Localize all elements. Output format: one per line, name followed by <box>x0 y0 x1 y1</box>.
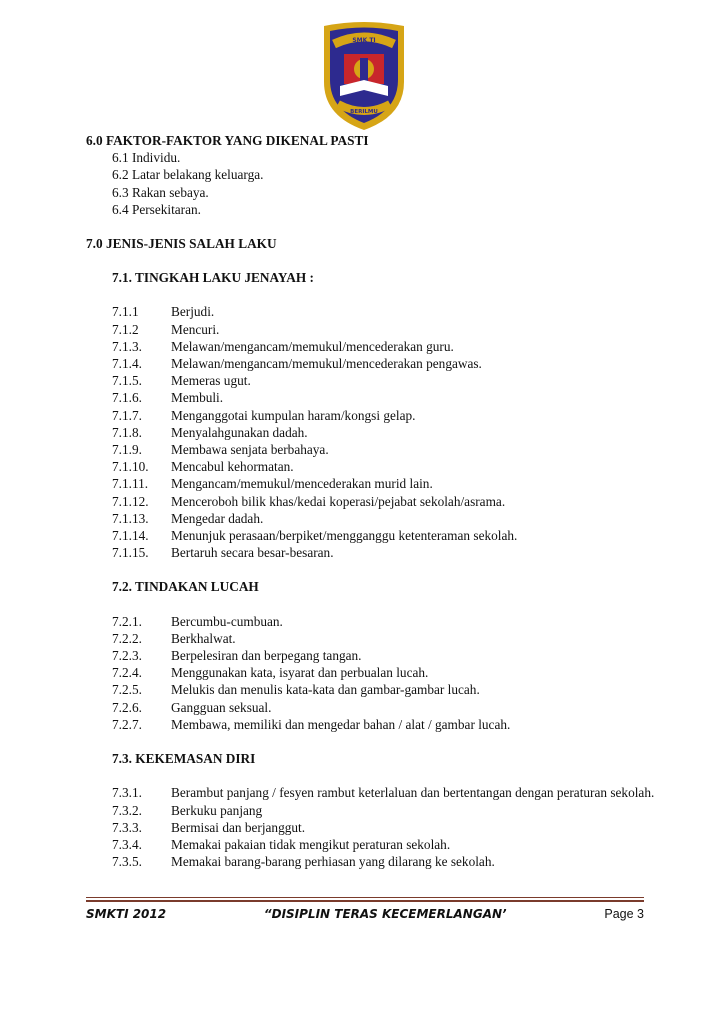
item-text: Melukis dan menulis kata-kata dan gambar-gambar lucah. <box>171 682 480 698</box>
item-number: 7.1.5. <box>112 373 142 389</box>
item-text: Melawan/mengancam/memukul/mencederakan pengawas. <box>171 356 482 372</box>
personal-grooming-list <box>86 784 666 870</box>
list-item <box>86 544 666 561</box>
section-7-2-heading: 7.2. TINDAKAN LUCAH <box>112 579 259 595</box>
list-item <box>86 441 666 458</box>
item-text: Melawan/mengancam/memukul/mencederakan guru. <box>171 338 454 354</box>
item-number: 7.1.9. <box>112 442 142 458</box>
footer-divider-thick <box>86 900 644 902</box>
list-item <box>86 372 666 389</box>
item-text: Berkhalwat. <box>171 630 236 646</box>
page-content <box>86 132 666 870</box>
item-text: Menganggotai kumpulan haram/kongsi gelap. <box>171 407 416 423</box>
page-number: Page 3 <box>604 907 644 921</box>
item-text: Menunjuk perasaan/berpiket/mengganggu ketenteraman sekolah. <box>171 528 518 544</box>
item-text: Memakai pakaian tidak mengikut peraturan sekolah. <box>171 836 451 852</box>
item-text: Mengancam/memukul/mencederakan murid lain. <box>171 476 433 492</box>
section-6-item: 6.1 Individu. <box>112 150 181 166</box>
list-item <box>86 836 666 853</box>
item-number: 7.1.2 <box>112 321 139 337</box>
item-number: 7.1.8. <box>112 424 142 440</box>
list-item <box>86 475 666 492</box>
item-number: 7.1.11. <box>112 476 149 492</box>
list-item <box>86 303 666 320</box>
list-item <box>86 355 666 372</box>
item-text: Menyalahgunakan dadah. <box>171 424 308 440</box>
item-number: 7.1.10. <box>112 459 149 475</box>
item-number: 7.1.1 <box>112 304 139 320</box>
item-number: 7.2.5. <box>112 682 142 698</box>
list-item <box>86 407 666 424</box>
item-text: Bertaruh secara besar-besaran. <box>171 545 334 561</box>
item-text: Bermisai dan berjanggut. <box>171 819 306 835</box>
list-item <box>86 389 666 406</box>
item-number: 7.2.2. <box>112 630 142 646</box>
logo-bottom-text: BERILMU <box>350 109 378 115</box>
item-number: 7.3.4. <box>112 836 142 852</box>
item-number: 7.2.6. <box>112 699 142 715</box>
list-item <box>86 681 666 698</box>
item-text: Menceroboh bilik khas/kedai koperasi/pejabat sekolah/asrama. <box>171 493 506 509</box>
list-item <box>86 802 666 819</box>
item-number: 7.2.1. <box>112 613 142 629</box>
item-text: Mencuri. <box>171 321 220 337</box>
list-item <box>86 458 666 475</box>
item-text: Membawa senjata berbahaya. <box>171 442 329 458</box>
item-text: Membawa, memiliki dan mengedar bahan / alat / gambar lucah. <box>171 716 511 732</box>
page-footer <box>86 907 644 921</box>
item-text: Menggunakan kata, isyarat dan perbualan lucah. <box>171 665 429 681</box>
list-item <box>86 321 666 338</box>
item-number: 7.1.12. <box>112 493 149 509</box>
item-number: 7.1.15. <box>112 545 149 561</box>
list-item <box>86 716 666 733</box>
section-7-1-heading: 7.1. TINGKAH LAKU JENAYAH : <box>112 270 314 286</box>
item-number: 7.2.7. <box>112 716 142 732</box>
item-number: 7.1.3. <box>112 338 142 354</box>
school-crest-logo <box>318 20 410 132</box>
item-number: 7.1.13. <box>112 510 149 526</box>
section-7-3-heading: 7.3. KEKEMASAN DIRI <box>112 751 256 767</box>
section-6-item: 6.3 Rakan sebaya. <box>112 184 209 200</box>
item-text: Mencabul kehormatan. <box>171 459 294 475</box>
list-item <box>86 630 666 647</box>
item-number: 7.1.7. <box>112 407 142 423</box>
item-number: 7.1.6. <box>112 390 142 406</box>
section-7-heading: 7.0 JENIS-JENIS SALAH LAKU <box>86 236 277 252</box>
item-text: Membuli. <box>171 390 224 406</box>
list-item <box>86 510 666 527</box>
section-6-item: 6.2 Latar belakang keluarga. <box>112 167 264 183</box>
footer-motto: “DISIPLIN TERAS KECEMERLANGAN’ <box>263 907 507 921</box>
logo-top-text: SMK TI <box>352 37 376 44</box>
footer-school: SMKTI 2012 <box>86 907 167 921</box>
list-item <box>86 493 666 510</box>
criminal-behaviour-list <box>86 303 666 561</box>
item-number: 7.3.1. <box>112 785 142 801</box>
list-item <box>86 527 666 544</box>
list-item <box>86 647 666 664</box>
item-text: Berpelesiran dan berpegang tangan. <box>171 648 362 664</box>
list-item <box>86 338 666 355</box>
item-text: Berambut panjang / fesyen rambut keterlaluan dan bertentangan dengan peraturan sekolah. <box>171 785 655 801</box>
section-6-heading: 6.0 FAKTOR-FAKTOR YANG DIKENAL PASTI <box>86 133 369 148</box>
item-text: Berkuku panjang <box>171 802 263 818</box>
item-number: 7.2.4. <box>112 665 142 681</box>
item-text: Berjudi. <box>171 304 215 320</box>
item-number: 7.3.2. <box>112 802 142 818</box>
list-item <box>86 784 666 801</box>
item-number: 7.2.3. <box>112 648 142 664</box>
list-item <box>86 819 666 836</box>
item-text: Memeras ugut. <box>171 373 251 389</box>
section-6-item: 6.4 Persekitaran. <box>112 201 201 217</box>
list-item <box>86 664 666 681</box>
obscene-acts-list <box>86 613 666 733</box>
item-number: 7.3.3. <box>112 819 142 835</box>
item-text: Gangguan seksual. <box>171 699 272 715</box>
item-number: 7.1.14. <box>112 528 149 544</box>
item-text: Bercumbu-cumbuan. <box>171 613 283 629</box>
item-text: Memakai barang-barang perhiasan yang dilarang ke sekolah. <box>171 854 495 870</box>
list-item <box>86 613 666 630</box>
list-item <box>86 699 666 716</box>
item-number: 7.3.5. <box>112 854 142 870</box>
list-item <box>86 853 666 870</box>
item-number: 7.1.4. <box>112 356 142 372</box>
footer-divider <box>86 897 644 898</box>
list-item <box>86 424 666 441</box>
item-text: Mengedar dadah. <box>171 510 264 526</box>
